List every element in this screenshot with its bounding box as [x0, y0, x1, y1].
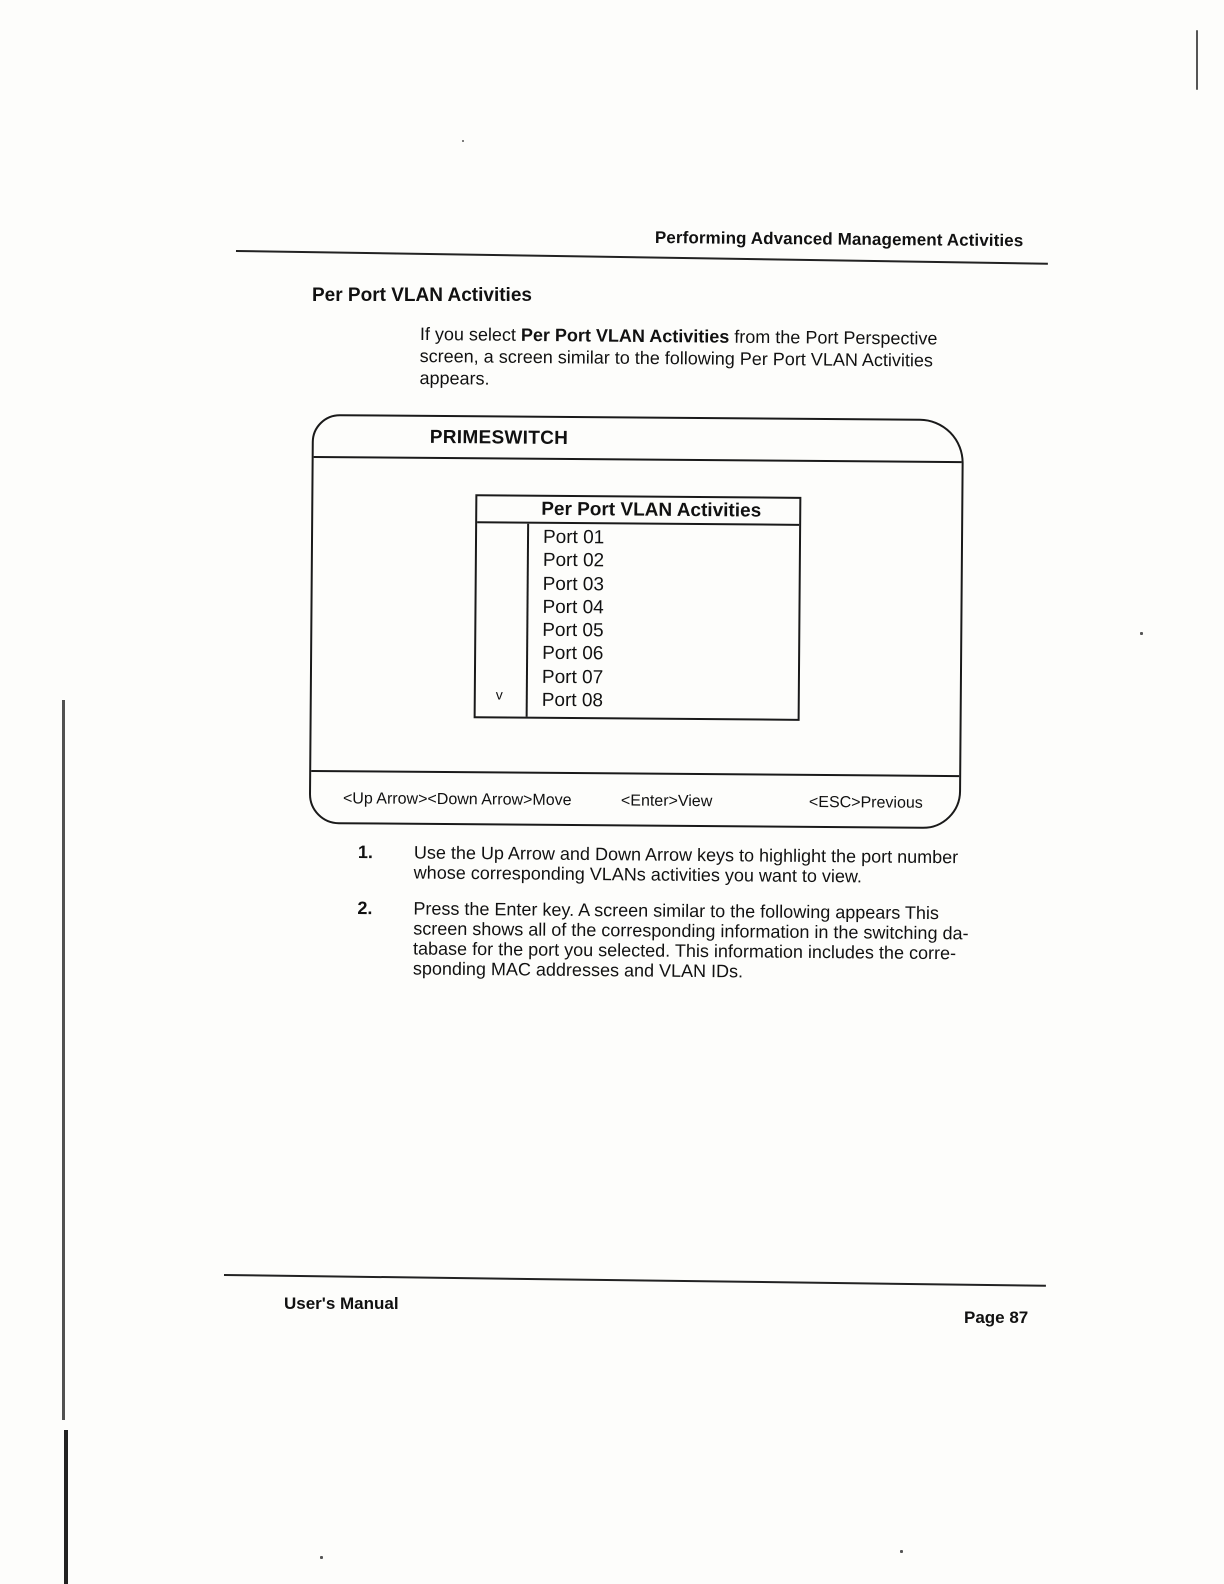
intro-emphasis: Per Port VLAN Activities — [520, 324, 730, 347]
scan-speck — [1196, 30, 1198, 90]
menu-item-port-01[interactable]: Port 01 — [542, 526, 605, 549]
menu-item-port-03[interactable]: Port 03 — [542, 573, 605, 595]
scan-speck — [900, 1550, 903, 1553]
key-help-bar — [342, 790, 943, 812]
scan-speck — [462, 140, 464, 142]
menu-item-port-02[interactable]: Port 02 — [542, 550, 605, 572]
scan-binding-edge — [62, 700, 65, 1420]
intro-line-1: If you select Per Port VLAN Activities from the Port Perspective — [419, 323, 938, 349]
intro-paragraph — [419, 323, 1020, 394]
menu-header-text: Per Port VLAN Activities — [541, 498, 762, 522]
intro-line-3: appears. — [419, 367, 490, 389]
menu-header — [477, 496, 799, 526]
step-text: Press the Enter key. A screen similar to the following appears This screen shows all of the corresponding information in the switching da- tabase for the port you selected. This information includes the corre- sponding MAC addresses and VLAN IDs. — [412, 898, 969, 982]
screen-title-rule — [314, 456, 962, 463]
menu-item-port-04[interactable]: Port 04 — [542, 596, 604, 619]
terminal-screen — [309, 414, 964, 829]
step-2 — [357, 898, 1038, 984]
footer-rule — [224, 1274, 1046, 1287]
screen-footer-rule — [311, 770, 959, 777]
step-text: Use the Up Arrow and Down Arrow keys to highlight the port number whose corresponding VLANs activities you want to view. — [413, 842, 959, 887]
step-number: 1. — [357, 842, 374, 863]
port-list — [542, 526, 605, 713]
menu-item-port-06[interactable]: Port 06 — [542, 643, 604, 665]
screen-title: PRIMESWITCH — [429, 426, 569, 450]
section-title: Per Port VLAN Activities — [312, 285, 532, 306]
scan-speck — [1140, 632, 1143, 635]
key-help-move: <Up Arrow><Down Arrow>Move — [342, 790, 572, 810]
scan-speck — [320, 1556, 323, 1559]
scan-binding-edge-lower — [64, 1430, 68, 1584]
key-help-view: <Enter>View — [620, 792, 713, 811]
key-help-previous: <ESC>Previous — [808, 793, 923, 812]
steps-list — [357, 842, 1038, 1000]
per-port-vlan-menu — [474, 494, 802, 721]
step-number: 2. — [357, 897, 373, 919]
header-rule — [236, 250, 1048, 265]
menu-item-port-05[interactable]: Port 05 — [542, 620, 604, 642]
menu-divider — [526, 524, 530, 717]
menu-item-port-07[interactable]: Port 07 — [541, 666, 604, 689]
scroll-down-indicator: v — [495, 686, 503, 703]
footer-manual-title: User's Manual — [284, 1294, 399, 1313]
menu-item-port-08[interactable]: Port 08 — [541, 689, 604, 712]
intro-line-2: screen, a screen similar to the following Per Port VLAN Activities — [419, 345, 933, 371]
step-1 — [358, 842, 1038, 888]
footer-page-number: Page 87 — [964, 1308, 1029, 1327]
running-head: Performing Advanced Management Activities — [654, 228, 1024, 251]
